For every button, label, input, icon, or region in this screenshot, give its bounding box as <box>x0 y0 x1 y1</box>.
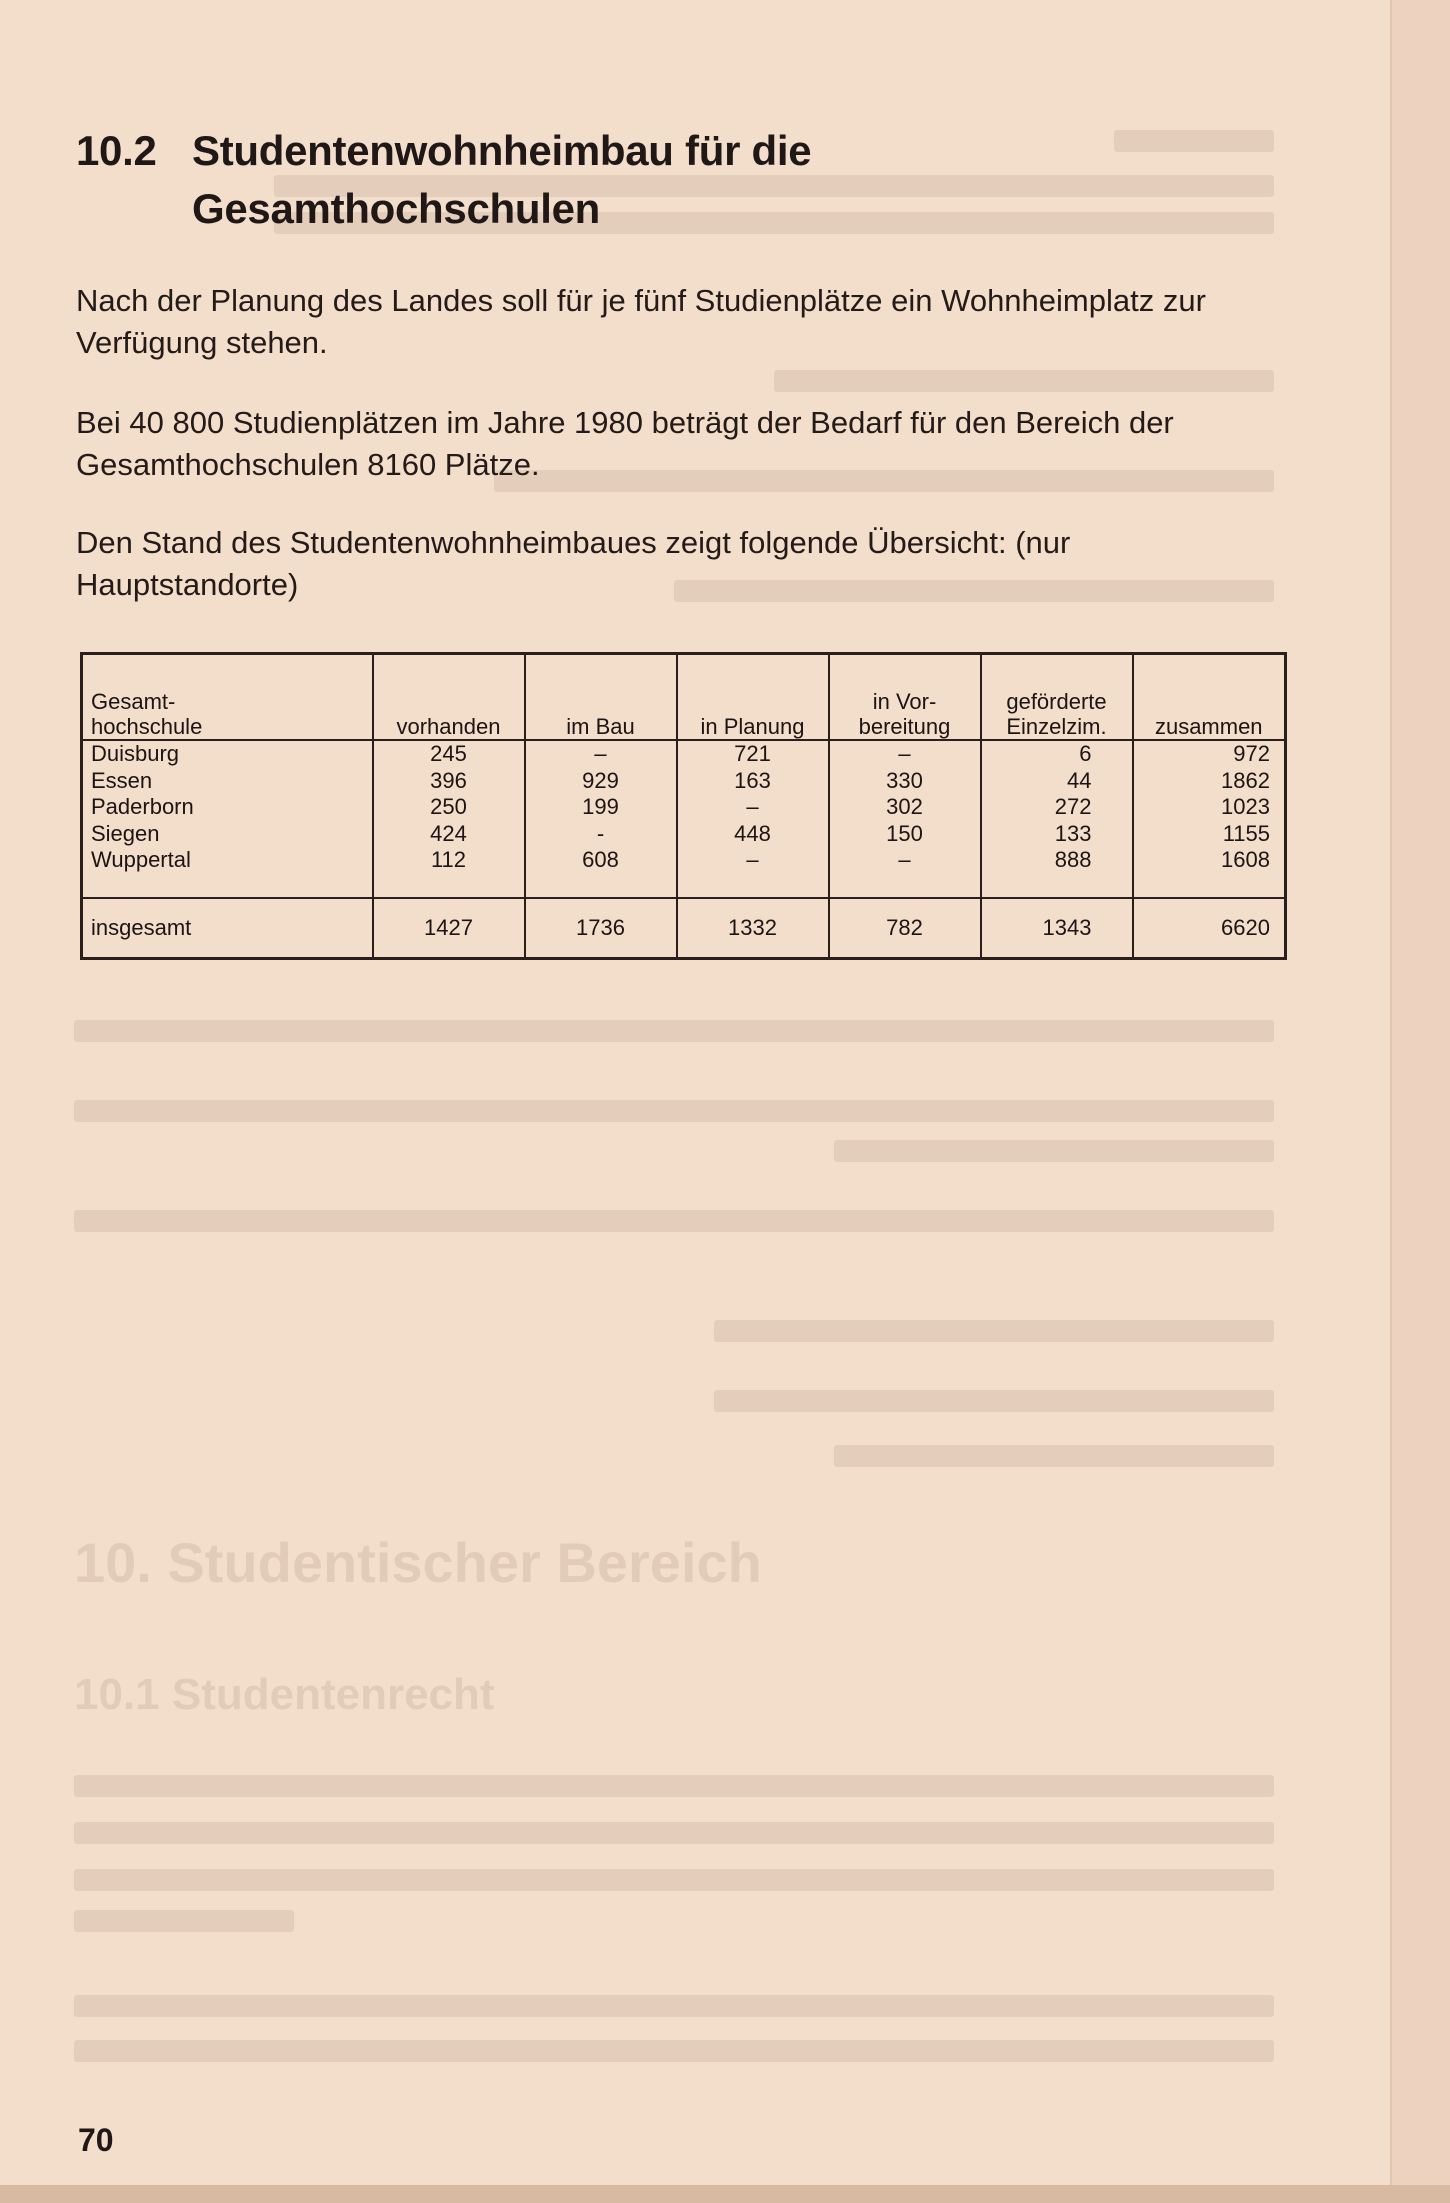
paragraph-overview-intro: Den Stand des Studentenwohnheimbaues zeigt folgende Übersicht: (nur Hauptstandorte) <box>76 525 1071 602</box>
column-hochschule <box>82 740 373 898</box>
show-through-text: 10. Studentischer Bereich 10.1 Studentenrecht <box>74 0 1274 2100</box>
column-zusammen <box>1133 740 1286 898</box>
table-cell: Wuppertal <box>91 847 191 873</box>
section-title-line-2: Gesamthochschulen <box>192 185 601 232</box>
table-cell: 302 <box>886 794 923 820</box>
section-number: 10.2 <box>76 127 157 174</box>
table-cell: 972 <box>1233 741 1270 767</box>
table-header-row <box>82 654 1286 741</box>
section-heading <box>76 122 811 238</box>
paragraph-demand: Bei 40 800 Studienplätzen im Jahre 1980 beträgt der Bedarf für den Bereich der Gesamthochschulen 8160 Plätze. <box>76 405 1174 482</box>
total-in-planung: 1332 <box>677 898 829 958</box>
column-gefoerderte-einzelzim <box>981 740 1133 898</box>
table-cell: 1608 <box>1221 847 1270 873</box>
total-vorhanden: 1427 <box>373 898 525 958</box>
table-cell: 448 <box>734 820 771 846</box>
table-cell: 245 <box>430 741 467 767</box>
page-number: 70 <box>78 2122 114 2158</box>
header-im-bau: im Bau <box>525 654 677 741</box>
column-in-planung <box>677 740 829 898</box>
table-cell: – <box>746 847 759 873</box>
table-cell: 6 <box>1079 741 1092 767</box>
total-label: insgesamt <box>82 898 373 958</box>
column-im-bau <box>525 740 677 898</box>
table-cell: 133 <box>1054 820 1092 846</box>
table-cell: 608 <box>582 847 619 873</box>
table-cell: 250 <box>430 794 467 820</box>
paragraph-housing-ratio: Nach der Planung des Landes soll für je fünf Studienplätze ein Wohnheimplatz zur Verfügung stehen. <box>76 283 1206 360</box>
table-cell: 330 <box>886 767 923 793</box>
bottom-edge <box>0 2185 1450 2203</box>
table-cell: – <box>898 741 911 767</box>
table-cell: – <box>594 741 607 767</box>
table-cell: 424 <box>430 820 467 846</box>
table-cell: 163 <box>734 767 771 793</box>
table-cell: – <box>746 794 759 820</box>
table-cell: 44 <box>1067 767 1092 793</box>
table-total-row <box>82 898 1286 958</box>
table-cell: Paderborn <box>91 794 194 820</box>
table-cell: Duisburg <box>91 741 180 767</box>
table-cell: Essen <box>91 767 153 793</box>
table-cell: 272 <box>1054 794 1092 820</box>
header-gesamthochschule: Gesamt- hochschule <box>82 654 373 741</box>
header-in-vorbereitung: in Vor- bereitung <box>829 654 981 741</box>
section-title-line-1: Studentenwohnheimbau für die <box>192 127 812 174</box>
table-cell: Siegen <box>91 820 160 846</box>
table-cell: 150 <box>886 820 923 846</box>
header-zusammen: zusammen <box>1133 654 1286 741</box>
header-gefoerderte-einzelzim: geförderte Einzelzim. <box>981 654 1133 741</box>
table-cell: 112 <box>430 847 467 873</box>
table-cell: 721 <box>734 741 771 767</box>
total-im-bau: 1736 <box>525 898 677 958</box>
table-body-row <box>82 740 1286 898</box>
header-vorhanden: vorhanden <box>373 654 525 741</box>
dormitory-table <box>80 652 1287 960</box>
table-cell: 929 <box>582 767 619 793</box>
table-cell: 1155 <box>1222 820 1270 846</box>
total-gefoerderte-einzelzim: 1343 <box>981 898 1133 958</box>
table-cell: 1862 <box>1221 767 1270 793</box>
table-cell: 396 <box>430 767 467 793</box>
page-edge <box>1390 0 1450 2203</box>
table-cell: 199 <box>582 794 619 820</box>
column-vorhanden <box>373 740 525 898</box>
table-cell: 888 <box>1054 847 1092 873</box>
total-zusammen: 6620 <box>1133 898 1286 958</box>
column-in-vorbereitung <box>829 740 981 898</box>
header-in-planung: in Planung <box>677 654 829 741</box>
table-cell: - <box>596 820 605 846</box>
table-cell: 1023 <box>1221 794 1270 820</box>
table-cell: – <box>898 847 911 873</box>
total-in-vorbereitung: 782 <box>829 898 981 958</box>
